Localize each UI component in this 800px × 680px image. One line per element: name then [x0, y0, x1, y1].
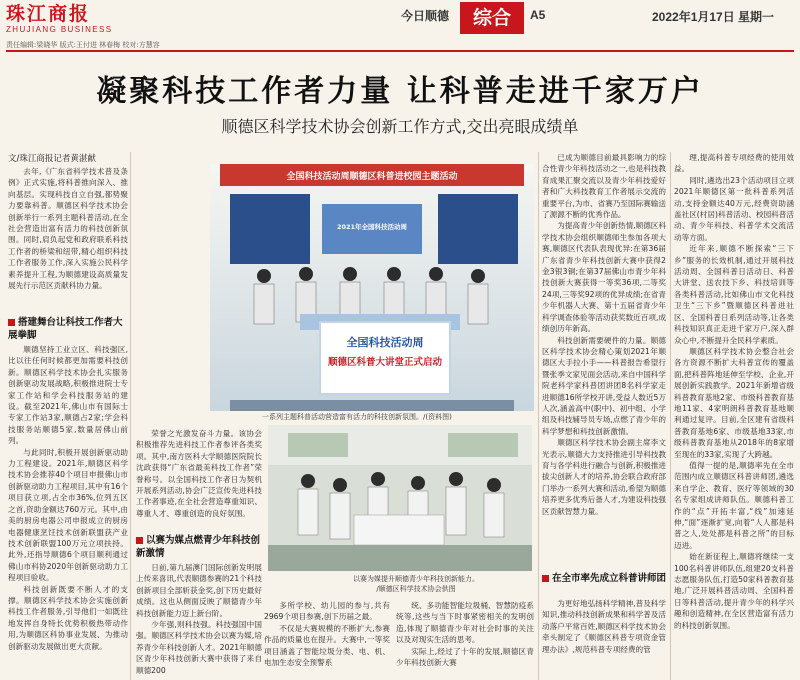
photo-launch-ceremony-image — [210, 164, 534, 411]
page-number: A5 — [530, 8, 546, 22]
section-marker — [136, 537, 143, 544]
column-rule — [670, 152, 671, 680]
photo-caption-1: 一系列主题科普活动营造富有活力的科技创新氛围。/(资料图) — [262, 413, 452, 421]
photo-students-contest-image — [268, 425, 532, 571]
photo-students-contest — [268, 425, 532, 571]
photo-caption-2b: /顺德区科学技术协会供图 — [376, 585, 456, 593]
article-text-col2b: 日前,第九届澳门国际创新发明展上传来喜讯,代表顺德参赛的21个科技创新项目全部斩获金奖,创下历史最好成绩。这也从侧面反映了顺德青少年科技创新能力迈上新台阶。 少年强,则科技强。科技强国中国强。顺德区科学技术协会以赛为媒,培养青少年科技创新人才。2021年顺德区青少年科技创新大赛中获得了来自顺德200 — [136, 563, 262, 675]
article-text-col5e: 为更好地弘扬科学精神,普及科学知识,推动科技创新成果和科学普及活动落户平常百姓,顺德区科学技术协会牵头制定了《顺德区科普专项资金管理办法》,规范科普专项经费的管 — [542, 599, 666, 654]
photo-sign-line2: 顺德区科普大讲堂正式启动 — [327, 357, 442, 368]
photo-sign-line1: 全国科技活动周 — [346, 336, 424, 349]
masthead-rule — [6, 50, 794, 52]
column-rule — [538, 152, 539, 680]
article-text-col1a: 去年,《广东省科学技术普及条例》正式实施,将科普推向深入、推向基层。实现科技自立自强,都势聚力要靠科普。顺德区科学技术协会创新举行一系列主题科普活动,在全社会营造出富有活力的科技创新氛围。同时,肩负起党和政府联系科技工作者的桥梁和纽带,精心组织科技工作者服务工作,深入实施公民科学素养提升工程,为顺德建设高质量发展先行示范区贡献科协力量。 — [8, 167, 128, 291]
byline: 文/珠江商报记者黄湛献 — [8, 154, 96, 164]
section-box: 综合 — [460, 2, 524, 34]
newspaper-logo-english: ZHUJIANG BUSINESS — [6, 25, 113, 34]
subheadline: 顺德区科学技术协会创新工作方式,交出亮眼成绩单 — [221, 117, 579, 136]
section-tag: 今日顺德 — [401, 9, 450, 23]
photo-screen-text: 2021年全国科技活动周 — [336, 223, 408, 231]
headline: 凝聚科技工作者力量 让科普走进千家万户 — [96, 74, 704, 109]
editor-credits: 责任编辑:梁晓华 版式:王付进 林春梅 校对:方慧容 — [6, 41, 160, 49]
newspaper-logo: 珠江商报 — [6, 3, 91, 25]
article-text-col4: 统、多功能智能垃圾桶、智慧防疫系统等,这些与当下时事紧密相关的发明创造,体现了顺德青少年对社会时事的关注以及对现实生活的思考。 实际上,经过了十年的发展,顺德区青少年科技创新大赛 — [396, 601, 534, 668]
section-marker — [8, 319, 15, 326]
article-text-col3: 多所学校、幼儿园的参与,共有2969个项目参赛,创下历届之最。 不仅是大赛规模的不断扩大,参赛作品的质量也在提升。大赛中,一等奖项目涵盖了智能垃圾分类、电、机、电加生态安全预警系 — [264, 601, 390, 668]
section-marker — [542, 575, 549, 582]
article-text-col6: 理,提高科普专项经费的使用效益。 同时,遴选出23个活动项目立项2021年顺德区第一批科普系列活动,支持金额达40万元,经费资助涵盖社区(村居)科普活动、校园科普活动、青少年科技、科普学术交流活动等方面。 近年来,顺德不断探索“三下乡”服务的长效机制,通过开展科技活动周、全国科普日活动日、科普大讲堂、送农技下乡、科技培训等各类科普活动,比如佛山市文化科技卫生“三下乡”暨顺德区科普进社区、全国科普日系列活动等,让各类科技知识真正走进千家万户,深入群众心中,不断提升全民科学素质。 顺德区科学技术协会整合社会各方资源不断扩大科普宣传的覆盖面,把科普阵地延伸至学校、企业,开展创新实践教学。2021年新增省级科普教育基地2家、市级科普教育基地11家、4家明朗科普教育基地顺利通过复评。目前,全区建有省级科普教育基地6家、市级基地33家,市级科普教育基地从2018年的8家增至现在的33家,实现了大跨越。 值得一提的是,顺德率先在全市范围内成立顺德区科普讲师团,遴选来自学企、教育、医疗等领域的30名专家组成讲师队伍。顺德科普工作的“点”开拓丰富,“线”加速延伸,“面”逐渐扩宽,向着“人人都是科普之人,处处都是科普之所”的目标迈进。 始在新征程上,顺德将继续一支100名科普讲师队伍,组建20支科普志愿服务队伍,打造50家科普教育基地,广泛开展科普活动周、全国科普日等科普活动,提升青少年的科学兴趣和创造精神,在全区营造富有活力的科技创新氛围。 — [674, 153, 794, 630]
section-heading-2: 以赛为媒点燃青少年科技创新激情 — [136, 535, 261, 559]
photo-launch-ceremony — [210, 164, 534, 411]
section-heading-1: 搭建舞台让科技工作者大展拳脚 — [8, 317, 123, 341]
issue-date: 2022年1月17日 星期一 — [652, 10, 775, 24]
article-text-col1b: 顺德坚持工业立区、科技强区,比以往任何时候都更加需要科技创新。顺德区科学技术协会扎实服务创新驱动发展战略,积极推进院士专家工作站和学会科技服务站的建设。截至2021年,佛山市有国际士专家工作站3家,顺德占2家;学会科技服务站顺德5家,数量居佛山前列。 与此同时,积极开展创新驱动助力工程建设。2021年,顺德区科学技术协会推荐40个项目申报佛山市创新驱动助力工程项目,其中有16个项目获立项,占全市36%,位列五区之首,资助金额达760万元。其中,由美的厨房电器公司申报成立的厨房电器健康烹饪技术创新联盟获产业技术创新联盟100万元立项扶持。此外,还指导顺德6个项目顺利通过佛山市科协2020年创新驱动助力工程项目验收。 科技创新既要不断人才的支撑。顺德区科学技术协会实施创新科技工作者服务,引导他们一如既往地发挥自身特长优势积极热带动作用,为顺德区科协事业发展、为推动创新驱动发展做出更大贡献。 — [8, 345, 128, 651]
column-rule — [130, 152, 131, 680]
section-heading-3: 在全市率先成立科普讲师团 — [542, 572, 666, 585]
article-text-col5: 已成为顺德目前最具影响力的综合性青少年科技活动之一,也是科技教育成果汇聚交流以及青少年科技爱好者和广大科技教育工作者展示交流的重要平台,为市、省赛乃至国际赛输送了源源不断的优秀作品。 为提高青少年创新热情,顺德区科学技术协会组织顺德师生参加各项大赛,顺德区代表队表现优异:在第36届广东省青少年科技创新大赛中获得2金3银3铜;在第37届佛山市青少年科技创新大赛获得一等奖36项,二等奖24项,三等奖92项的优异成绩;在省青少年机器人大赛、第十五届省青少年科学调查体验等活动获奖数近百项,成绩创历年新高。 科技创新需要硬件的力量。顺德区科学技术协会精心策划2021年顺德区大手拉小手——科普报告希望行暨张季文家见面会活动,来自中国科学院老科学家科普团讲团8名科学家走进顺德16所学校开讲,受益人数近5万人次,涵盖高中(职中)、初中组、小学组及科技辅导员专场,点燃了青少年的科学梦想和科技创新激情。 顺德区科学技术协会副主席李文光表示,顺德大力支持推进引导科技教育与各学科进行融合与创新,积极推进拔尖创新人才的培养,协会联合政府部门举办一系列大赛和活动,希望为顺德培养更多优秀后备人才,为建设科技强区贡献智慧力量。 — [542, 153, 666, 516]
article-text-col2a: 荣誉之光激发奋斗力量。该协会积极推荐先进科技工作者参评各类奖项。其中,南方医科大学顺德医院院长沈政获得“广东省最美科技工作者”荣誉称号。以全国科技工作者日为契机开展系列活动,协会广泛宣传先进科技工作者事迹,在全社会营造尊重知识、尊重人才、尊重创造的良好氛围。 — [136, 429, 262, 518]
photo-caption-2a: 以赛为媒提升顺德青少年科技创新能力。 — [353, 575, 479, 583]
photo-banner-text: 全国科技活动周顺德区科普进校园主题活动 — [286, 172, 458, 182]
